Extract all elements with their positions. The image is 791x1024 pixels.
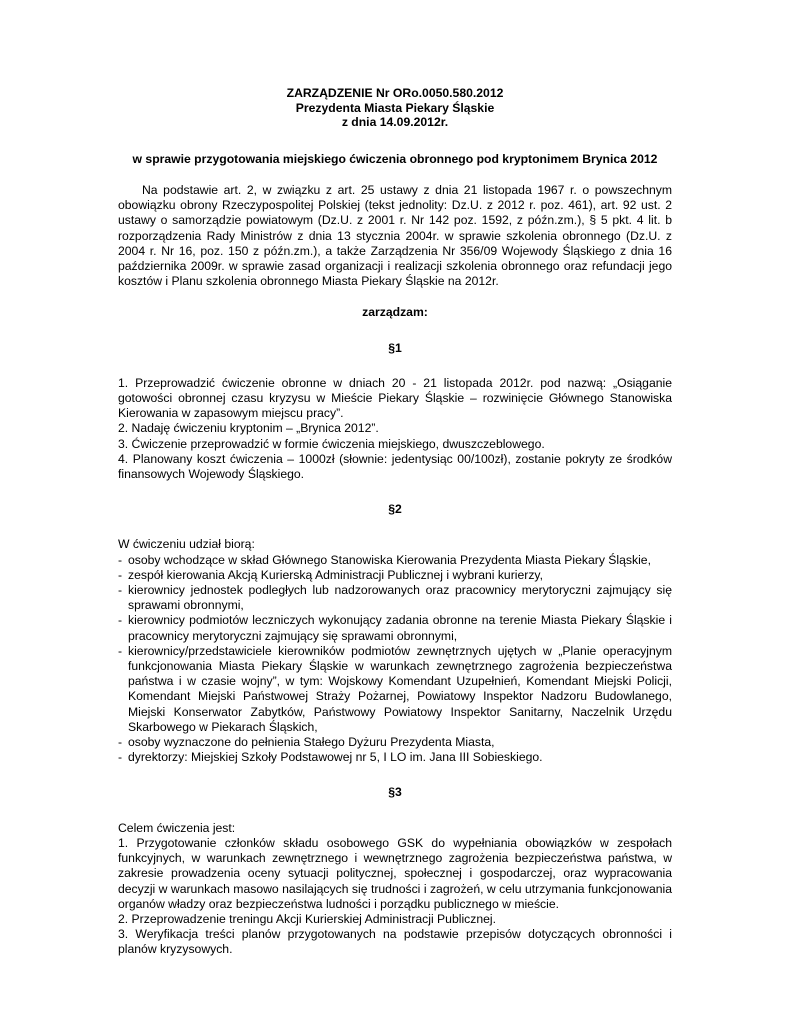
participant-text: dyrektorzy: Miejskiej Szkoły Podstawowej nr 5, I LO im. Jana III Sobieskiego. (128, 750, 543, 765)
section-1-item: 2. Nadaję ćwiczeniu kryptonim – „Brynica 2012”. (118, 421, 379, 436)
dash-marker: - (118, 583, 123, 598)
section-2-body (118, 537, 672, 765)
participant-item (118, 644, 672, 735)
section-1-body (118, 376, 672, 482)
document-title (118, 86, 672, 130)
document-page (118, 86, 672, 958)
section-1-item: 1. Przeprowadzić ćwiczenie obronne w dniach 20 - 21 listopada 2012r. pod nazwą: „Osiąganie gotowości obronnej czasu kryzysu w Mieście Piekary Śląskie – rozwinięcie Głównego Stanowiska Kierowania w zapasowym miejscu pracy”. (118, 375, 672, 421)
section-1-heading: §1 (388, 340, 402, 355)
participant-item (118, 735, 672, 750)
section-1-item: 4. Planowany koszt ćwiczenia – 1000zł (słownie: jedentysiąc 00/100zł), zostanie pokryty ze środków finansowych Wojewody Śląskiego. (118, 451, 672, 482)
participant-item (118, 553, 672, 568)
decree-subject: w sprawie przygotowania miejskiego ćwiczenia obronnego pod kryptonimem Brynica 2012 (132, 151, 658, 166)
participant-item (118, 613, 672, 643)
participant-text: osoby wchodzące w skład Głównego Stanowiska Kierowania Prezydenta Miasta Piekary Śląskie, (128, 552, 651, 567)
decree-date: z dnia 14.09.2012r. (341, 115, 449, 130)
dash-marker: - (118, 750, 123, 765)
section-1-item: 3. Ćwiczenie przeprowadzić w formie ćwiczenia miejskiego, dwuszczeblowego. (118, 436, 545, 451)
dash-marker: - (118, 613, 123, 628)
participant-item (118, 583, 672, 613)
participant-text: zespół kierowania Akcją Kurierską Administracji Publicznej i wybrani kurierzy, (128, 567, 543, 582)
participant-text: kierownicy/przedstawiciele kierowników podmiotów zewnętrznych ujętych w „Planie operacyjnym funkcjonowania Miasta Piekary Śląskie w warunkach zewnętrznego zagrożenia bezpieczeństwa państwa i w czasie wojny”, w tym: Wojskowy Komendant Uzupełnień, Komendant Miejski Policji, Komendant Miejski Państwowej Straży Pożarnej, Powiatowy Inspektor Nadzoru Budowlanego, Miejski Konserwator Zabytków, Państwowy Powiatowy Inspektor Sanitarny, Naczelnik Urzędu Skarbowego w Piekarach Śląskich, (128, 643, 672, 734)
legal-basis-paragraph: Na podstawie art. 2, w związku z art. 25 ustawy z dnia 21 listopada 1967 r. o powszechnym obowiązku obrony Rzeczypospolitej Polskiej (tekst jednolity: Dz.U. z 2012 r. poz. 461), art. 92 ust. 2 ustawy o samorządzie powiatowym (Dz.U. z 2001 r. Nr 142 poz. 1592, z późn.zm.), § 5 pkt. 4 lit. b rozporządzenia Rady Ministrów z dnia 13 stycznia 2004r. w sprawie szkolenia obronnego (Dz.U. z 2004 r. Nr 16, poz. 150 z późn.zm.), a także Zarządzenia Nr 356/09 Wojewody Śląskiego z dnia 16 października 2009r. w sprawie zasad organizacji i realizacji szkolenia obronnego oraz refundacji jego kosztów i Planu szkolenia obronnego Miasta Piekary Śląskie na 2012r. (118, 182, 672, 289)
participant-text: kierownicy jednostek podległych lub nadzorowanych oraz pracownicy merytoryczni zajmujący się sprawami obronnymi, (128, 583, 672, 613)
decree-number: ZARZĄDZENIE Nr ORo.0050.580.2012 (286, 86, 504, 100)
section-3-heading: §3 (388, 785, 402, 800)
goal-item: 1. Przygotowanie członków składu osobowego GSK do wypełniania obowiązków w zespołach funkcyjnych, w warunkach zewnętrznego i wewnętrznego zagrożenia bezpieczeństwa państwa, w zakresie prowadzenia oceny sytuacji politycznej, społecznej i gospodarczej, oraz wypracowania decyzji w warunkach masowo nasilających się trudności i zagrożeń, w celu utrzymania funkcjonowania organów władzy oraz bezpieczeństwa ludności i porządku publicznego w mieście. (118, 835, 672, 911)
section-3-lead: Celem ćwiczenia jest: (118, 820, 236, 835)
participant-text: osoby wyznaczone do pełnienia Stałego Dyżuru Prezydenta Miasta, (128, 735, 495, 750)
section-2-heading: §2 (388, 502, 402, 517)
dash-marker: - (118, 552, 123, 567)
goal-item: 2. Przeprowadzenie treningu Akcji Kurierskiej Administracji Publicznej. (118, 911, 496, 926)
participant-item (118, 568, 672, 583)
dash-marker: - (118, 567, 123, 582)
section-3-body (118, 821, 672, 958)
dash-marker: - (118, 643, 123, 658)
issuer: Prezydenta Miasta Piekary Śląskie (295, 100, 495, 115)
section-2-lead: W ćwiczeniu udział biorą: (118, 537, 255, 552)
dash-marker: - (118, 735, 123, 750)
goal-item: 3. Weryfikacja treści planów przygotowanych na podstawie przepisów dotyczących obronności i planów kryzysowych. (118, 927, 672, 957)
participant-text: kierownicy podmiotów leczniczych wykonujący zadania obronne na terenie Miasta Piekary Śląskie i pracownicy merytoryczni zajmujący się sprawami obronnymi, (128, 613, 672, 643)
participant-item (118, 750, 672, 765)
decree-word: zarządzam: (362, 305, 428, 320)
